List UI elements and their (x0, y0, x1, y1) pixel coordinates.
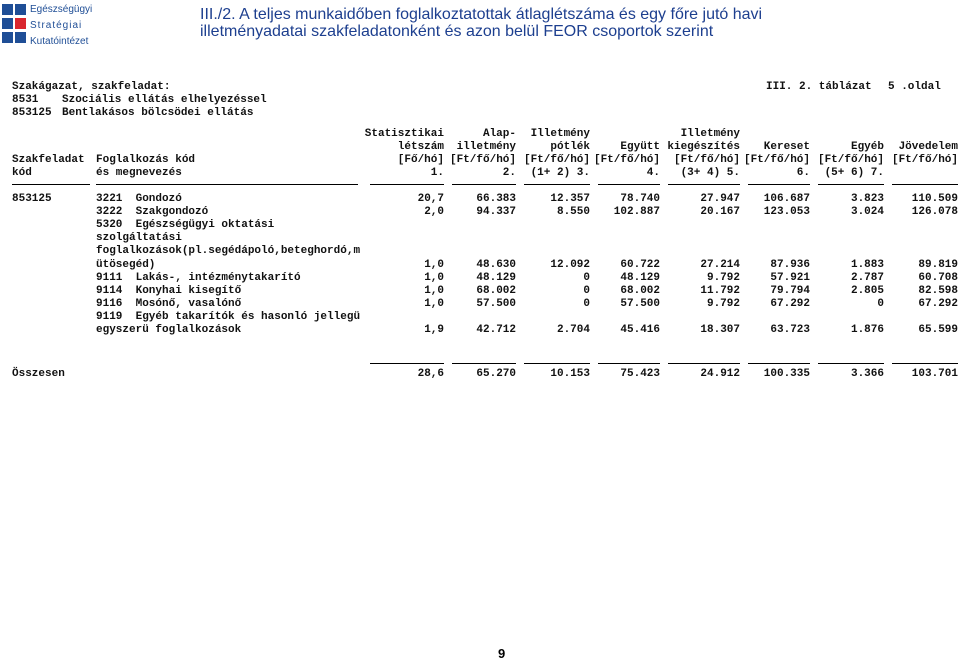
row-value-col-7: 2.787 (850, 271, 884, 284)
header-col-8-l3: [Ft/fő/hó] (891, 154, 958, 166)
row-value-col-8: 89.819 (918, 258, 958, 271)
header-col-3-l4: (1+ 2) 3. (530, 167, 590, 179)
total-label: Összesen (12, 368, 65, 380)
header-col-7-l2: Egyéb (850, 141, 884, 153)
row-value-col-1: 1,0 (424, 284, 444, 297)
institute-logo (2, 2, 98, 50)
row-value-col-4: 48.129 (620, 271, 660, 284)
header-col-2-l2: illetmény (456, 141, 516, 153)
header-rule (668, 184, 740, 185)
row-value-col-3: 0 (583, 271, 590, 284)
row-value-col-4: 57.500 (620, 297, 660, 310)
logo-line-3: Kutatóintézet (30, 36, 89, 47)
header-col-7-l3: [Ft/fő/hó] (817, 154, 884, 166)
header-col-2-l4: 2. (502, 167, 516, 179)
row-value-col-6: 57.921 (770, 271, 810, 284)
header-col-5-l2: kiegészítés (667, 141, 740, 153)
row-value-col-7: 3.024 (850, 206, 884, 219)
header-col-2-l1: Alap- (482, 128, 516, 140)
row-value-col-5: 11.792 (700, 284, 740, 297)
task-code: 853125 (12, 107, 52, 119)
header-col-1-l2: létszám (397, 141, 444, 153)
header-rule (452, 184, 516, 185)
row-value-col-1: 1,0 (424, 297, 444, 310)
row-value-col-1: 1,9 (424, 324, 444, 336)
header-code-label: kód (12, 167, 32, 179)
row-value-col-3: 8.550 (556, 206, 590, 219)
title-line-2: illetményadatai szakfeladatonként és azon belül FEOR csoportok szerint (200, 23, 714, 40)
row-value-col-5: 27.947 (700, 193, 740, 205)
header-rule (892, 184, 958, 185)
row-occupation-text: 3222 Szakgondozó (96, 206, 209, 219)
row-value-col-5: 20.167 (700, 206, 740, 219)
header-col-4-l3: [Ft/fő/hó] (593, 154, 660, 166)
row-value-col-6: 87.936 (770, 258, 810, 271)
header-task-label: Szakfeladat (12, 154, 85, 166)
row-value-col-1: 20,7 (417, 193, 444, 205)
header-rule (598, 184, 660, 185)
task-name: Bentlakásos bölcsödei ellátás (62, 107, 254, 119)
logo-line-1: Egészségügyi (30, 4, 93, 15)
total-rule (748, 363, 810, 364)
row-value-col-3: 2.704 (556, 324, 590, 336)
total-rule (370, 363, 444, 364)
row-value-col-8: 110.509 (911, 193, 958, 205)
row-occupation-text: egyszerü foglalkozások (96, 324, 242, 336)
row-value-col-5: 9.792 (706, 297, 740, 310)
row-task-code: 853125 (12, 193, 52, 205)
header-col-8-l2: Jövedelem (898, 141, 958, 153)
row-value-col-2: 57.500 (476, 297, 516, 310)
row-occupation-text: 9114 Konyhai kisegítő (96, 284, 242, 297)
row-value-col-7: 3.823 (850, 193, 884, 205)
row-value-col-3: 0 (583, 297, 590, 310)
row-value-col-6: 63.723 (770, 324, 810, 336)
page-title (200, 6, 900, 40)
row-occupation-text: 3221 Gondozó (96, 193, 182, 205)
total-value-col-2: 65.270 (476, 368, 516, 380)
row-value-col-1: 2,0 (424, 206, 444, 219)
row-value-col-5: 27.214 (700, 258, 740, 271)
row-occupation-text: 9116 Mosónő, vasalónő (96, 297, 242, 310)
total-rule (598, 363, 660, 364)
table-ref: III. 2. táblázat (766, 81, 872, 93)
row-value-col-5: 9.792 (706, 271, 740, 284)
header-name-label: és megnevezés (96, 167, 182, 179)
header-col-6-l2: Kereset (763, 141, 810, 153)
row-value-col-8: 60.708 (918, 271, 958, 284)
total-value-col-7: 3.366 (850, 368, 884, 380)
header-col-3-l2: pótlék (550, 141, 590, 153)
header-col-5-l1: Illetmény (680, 128, 740, 140)
row-occupation-text: 9119 Egyéb takarítók és hasonló jellegü (96, 310, 361, 323)
row-value-col-2: 48.129 (476, 271, 516, 284)
page-number: 9 (498, 646, 506, 661)
logo-line-2: Stratégiai (30, 20, 83, 31)
row-value-col-6: 106.687 (763, 193, 810, 205)
row-value-col-3: 0 (583, 284, 590, 297)
row-value-col-7: 1.876 (850, 324, 884, 336)
row-value-col-2: 42.712 (476, 324, 516, 336)
row-value-col-7: 1.883 (850, 258, 884, 271)
row-value-col-1: 1,0 (424, 271, 444, 284)
total-value-col-5: 24.912 (700, 368, 740, 380)
header-col-4-l4: 4. (646, 167, 660, 179)
header-col-6-l4: 6. (796, 167, 810, 179)
row-value-col-3: 12.357 (550, 193, 590, 205)
row-value-col-7: 2.805 (850, 284, 884, 297)
header-col-6-l3: [Ft/fő/hó] (743, 154, 810, 166)
header-rule (96, 184, 358, 185)
sector-code: 8531 (12, 94, 39, 106)
header-col-1-l1: Statisztikai (364, 128, 444, 140)
header-rule (748, 184, 810, 185)
row-value-col-6: 79.794 (770, 284, 810, 297)
header-col-7-l4: (5+ 6) 7. (824, 167, 884, 179)
row-value-col-2: 94.337 (476, 206, 516, 219)
row-value-col-4: 78.740 (620, 193, 660, 205)
total-rule (452, 363, 516, 364)
header-col-3-l1: Illetmény (530, 128, 590, 140)
row-value-col-5: 18.307 (700, 324, 740, 336)
row-occupation-text: 9111 Lakás-, intézménytakarító (96, 271, 301, 284)
total-rule (818, 363, 884, 364)
row-value-col-6: 67.292 (770, 297, 810, 310)
row-value-col-8: 126.078 (911, 206, 958, 219)
row-occupation-text: ütösegéd) (96, 258, 156, 271)
header-col-5-l4: (3+ 4) 5. (680, 167, 740, 179)
row-occupation-text: 5320 Egészségügyi oktatási (96, 219, 275, 232)
header-rule (12, 184, 90, 185)
row-value-col-4: 60.722 (620, 258, 660, 271)
sector-label: Szakágazat, szakfeladat: (12, 81, 171, 93)
total-value-col-8: 103.701 (911, 368, 958, 380)
header-col-1-l4: 1. (430, 167, 444, 179)
header-col-1-l3: [Fő/hó] (397, 154, 444, 166)
header-col-2-l3: [Ft/fő/hó] (449, 154, 516, 166)
row-value-col-7: 0 (877, 297, 884, 310)
header-rule (370, 184, 444, 185)
total-value-col-4: 75.423 (620, 368, 660, 380)
total-value-col-3: 10.153 (550, 368, 590, 380)
row-occupation-text: szolgáltatási (96, 232, 182, 245)
title-line-1: III./2. A teljes munkaidőben foglalkoztatottak átlaglétszáma és egy főre jutó havi (200, 6, 763, 23)
row-value-col-4: 68.002 (620, 284, 660, 297)
row-occupation-text: foglalkozások(pl.segédápoló,beteghordó,m (96, 245, 361, 258)
row-value-col-2: 48.630 (476, 258, 516, 271)
header-rule (818, 184, 884, 185)
header-col-4-l2: Együtt (620, 141, 660, 153)
page-ref: 5 .oldal (888, 81, 941, 93)
header-occupation-label: Foglalkozás kód (96, 154, 196, 166)
row-value-col-8: 82.598 (918, 284, 958, 297)
row-value-col-4: 102.887 (613, 206, 660, 219)
logo-mark (2, 4, 26, 46)
header-rule (524, 184, 590, 185)
sector-name: Szociális ellátás elhelyezéssel (62, 94, 267, 106)
row-value-col-8: 67.292 (918, 297, 958, 310)
row-value-col-8: 65.599 (918, 324, 958, 336)
total-value-col-6: 100.335 (763, 368, 810, 380)
row-value-col-1: 1,0 (424, 258, 444, 271)
header-col-3-l3: [Ft/fő/hó] (523, 154, 590, 166)
total-rule (892, 363, 958, 364)
row-value-col-3: 12.092 (550, 258, 590, 271)
total-rule (668, 363, 740, 364)
row-value-col-2: 68.002 (476, 284, 516, 297)
total-rule (524, 363, 590, 364)
row-value-col-4: 45.416 (620, 324, 660, 336)
row-value-col-2: 66.383 (476, 193, 516, 205)
header-col-5-l3: [Ft/fő/hó] (673, 154, 740, 166)
row-value-col-6: 123.053 (763, 206, 810, 219)
total-value-col-1: 28,6 (417, 368, 444, 380)
